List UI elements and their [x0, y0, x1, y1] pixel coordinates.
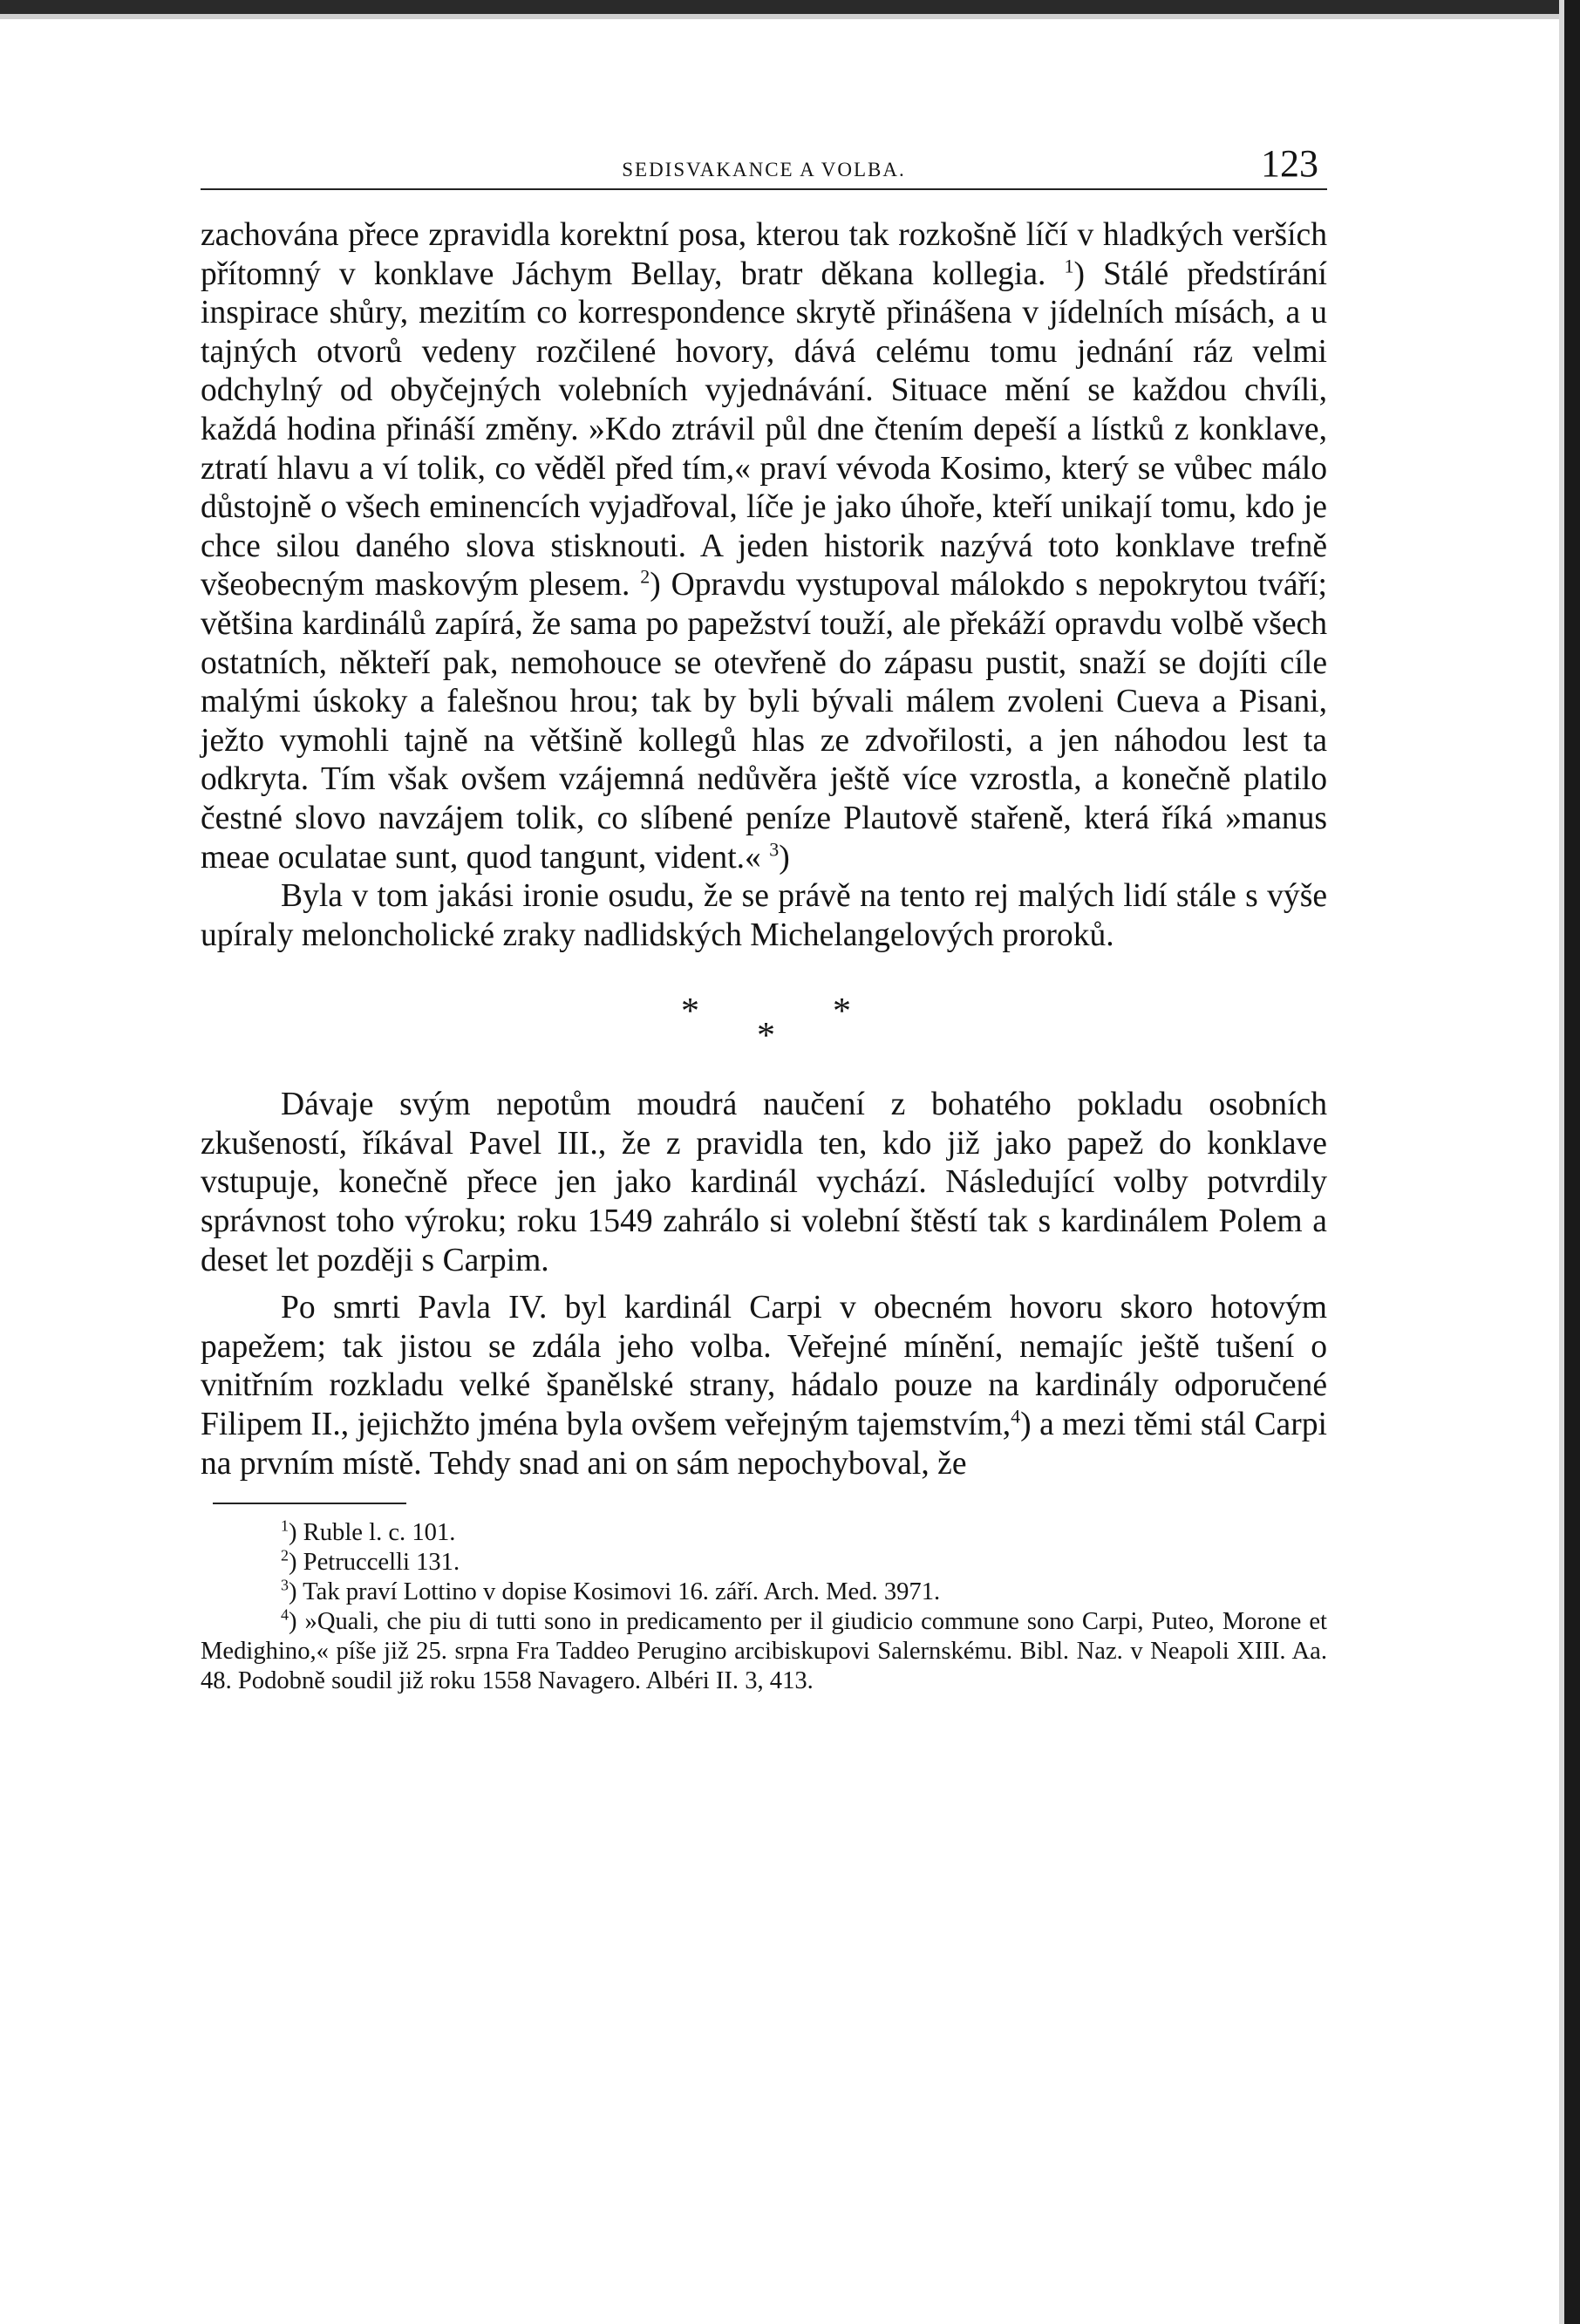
- asterisk-bottom: *: [757, 1016, 775, 1057]
- scan-edge-right: [1564, 0, 1580, 2324]
- footnote-rule: [213, 1503, 406, 1504]
- paragraph-1-part-a: zachována přece zpravidla korektní posa, kterou tak rozkošně líčí v hladkých verších přítomný v konklave Jáchym Bellay, bratr děkana kollegia.: [201, 217, 1327, 292]
- running-title: SEDISVAKANCE A VOLBA.: [622, 159, 906, 181]
- book-page: [201, 140, 1327, 1696]
- paragraph-2: Byla v tom jakási ironie osudu, že se právě na tento rej malých lidí stále s výše upíraly meloncholické zraky nadlidských Michelangelových proroků.: [201, 878, 1327, 953]
- footnote-4-mark: 4: [281, 1605, 289, 1624]
- asterisk-right: *: [833, 992, 851, 1033]
- paragraph-1-part-b: Stálé předstírání inspirace shůry, mezitím co korrespondence skrytě přinášena v jídelních mísách, a u tajných otvorů vedeny rozčilené hovory, dává celému tomu jednání ráz velmi odchylný od obyčejných volebních vyjednávání. Situace mění se každou chvíli, každá hodina přináší změny. »Kdo ztrávil půl dne čtením depeší a lístků z konklave, ztratí hlavu a ví tolik, co věděl před tím,« praví vévoda Kosimo, který se vůbec málo důstojně o všech eminencích vyjadřoval, líče je jako úhoře, kteří unikají tomu, kdo je chce silou daného slova stisknouti. A jeden historik nazývá toto konklave trefně všeobecným maskovým plesem.: [201, 256, 1327, 603]
- footnote-4: $^4$) »Quali, che piu di tutti sono in predicamento per il giudicio commune sono Carpi, Puteo, Morone et Medighino,« píše již 25. srpna Fra Taddeo Perugino arcibiskupovi Salernskému. Bibl. Naz. v Neapoli XIII. Aa. 48. Podobně soudil již roku 1558 Navagero. Albéri II. 3, 413.: [201, 1605, 1327, 1695]
- footnote-3-mark: 3: [281, 1576, 289, 1594]
- footnote-4-text: »Quali, che piu di tutti sono in predicamento per il giudicio commune sono Carpi, Puteo, Morone et Medighino,« píše již 25. srpna Fra Taddeo Perugino arcibiskupovi Salernskému. Bibl. Naz. v Neapoli XIII. Aa. 48. Podobně soudil již roku 1558 Navagero. Albéri II. 3, 413.: [201, 1608, 1327, 1695]
- section-asterism: [201, 955, 1327, 1086]
- footnote-2-text: Petruccelli 131.: [303, 1549, 460, 1577]
- paragraph-4-part-b: a mezi těmi stál Carpi na prvním místě. Tehdy snad ani on sám nepochyboval, že: [201, 1407, 1327, 1482]
- footnote-ref-1: 1: [1064, 255, 1074, 277]
- footnote-1-mark: 1: [281, 1516, 289, 1535]
- footnote-ref-2: 2: [640, 565, 650, 588]
- paragraph-4: Po smrti Pavla IV. byl kardinál Carpi v obecném hovoru skoro hotovým papežem; tak jistou se zdála jeho volba. Veřejné mínění, nemajíc ještě tušení o vnitřním rozkladu velké španělské strany, hádalo pouze na kardinály odporučené Filipem II., jejichžto jména byla ovšem veřejným tajemstvím,$^4$) a mezi těmi stál Carpi na prvním místě. Tehdy snad ani on sám nepochyboval, že: [201, 1290, 1327, 1482]
- footnote-1: $^1$) Ruble l. c. 101.: [281, 1516, 456, 1547]
- footnote-2: $^2$) Petruccelli 131.: [281, 1546, 460, 1577]
- scan-edge-top: [0, 0, 1580, 14]
- header-rule: [201, 188, 1327, 190]
- footnote-2-mark: 2: [281, 1546, 289, 1564]
- footnotes: [201, 1518, 1327, 1696]
- paragraph-3: Dávaje svým nepotům moudrá naučení z bohatého pokladu osobních zkušeností, říkával Pavel III., že z pravidla ten, kdo již jako papež do konklave vstupuje, konečně přece jen jako kardinál vychází. Následující volby potvrdily správnost toho výroku; roku 1549 zahrálo si volební štěstí tak s kardinálem Polem a deset let později s Carpim.: [201, 1087, 1327, 1278]
- paragraph-1: zachována přece zpravidla korektní posa, kterou tak rozkošně líčí v hladkých verších přítomný v konklave Jáchym Bellay, bratr děkana kollegia. $^1$) Stálé předstírání inspirace shůry, mezitím co korrespondence skrytě přinášena v jídelních mísách, a u tajných otvorů vedeny rozčilené hovory, dává celému tomu jednání ráz velmi odchylný od obyčejných volebních vyjednávání. Situace mění se každou chvíli, každá hodina přináší změny. »Kdo ztrávil půl dne čtením depeší a lístků z konklave, ztratí hlavu a ví tolik, co věděl před tím,« praví vévoda Kosimo, který se vůbec málo důstojně o všech eminencích vyjadřoval, líče je jako úhoře, kteří unikají tomu, kdo je chce silou daného slova stisknouti. A jeden historik nazývá toto konklave trefně všeobecným maskovým plesem. $^2$) Opravdu vystupoval málokdo s nepokrytou tváří; většina kardinálů zapírá, že sama po papežství touží, ale překáží opravdu volbě všech ostatních, někteří pak, nemohouce se otevřeně do zápasu pustit, snaží se dojíti cíle malými úskoky a falešnou hrou; tak by byli bývali málem zvoleni Cueva a Pisani, ježto vymohli tajně na většině kollegů hlas ze zdvořilosti, a jen náhodou lest ta odkryta. Tím však ovšem vzájemná nedůvěra ještě více vzrostla, a konečně platilo čestné slovo navzájem tolik, co slíbené peníze Plautově stařeně, která říká »manus meae oculatae sunt, quod tangunt, vident.« $^3$): [201, 217, 1327, 876]
- footnote-3-text: Tak praví Lottino v dopise Kosimovi 16. září. Arch. Med. 3971.: [303, 1578, 941, 1606]
- footnote-ref-3: 3: [769, 837, 780, 860]
- page-number: 123: [1261, 142, 1318, 185]
- main-text: [201, 216, 1327, 1483]
- footnote-3: $^3$) Tak praví Lottino v dopise Kosimovi 16. září. Arch. Med. 3971.: [281, 1576, 941, 1606]
- footnote-1-text: Ruble l. c. 101.: [303, 1519, 456, 1547]
- scan-edge-right-shadow: [1559, 0, 1564, 2324]
- page-header: [201, 140, 1327, 187]
- scan-edge-top-shadow: [0, 14, 1580, 19]
- asterisk-left: *: [681, 992, 699, 1033]
- paragraph-1-part-c: Opravdu vystupoval málokdo s nepokrytou tváří; většina kardinálů zapírá, že sama po papežství touží, ale překáží opravdu volbě všech ostatních, někteří pak, nemohouce se otevřeně do zápasu pustit, snaží se dojíti cíle malými úskoky a falešnou hrou; tak by byli bývali málem zvoleni Cueva a Pisani, ježto vymohli tajně na většině kollegů hlas ze zdvořilosti, a jen náhodou lest ta odkryta. Tím však ovšem vzájemná nedůvěra ještě více vzrostla, a konečně platilo čestné slovo navzájem tolik, co slíbené peníze Plautově stařeně, která říká »manus meae oculatae sunt, quod tangunt, vident.«: [201, 567, 1327, 876]
- footnote-ref-4: 4: [1011, 1405, 1021, 1428]
- paragraph-4-part-a: Po smrti Pavla IV. byl kardinál Carpi v obecném hovoru skoro hotovým papežem; tak jistou se zdála jeho volba. Veřejné mínění, nemajíc ještě tušení o vnitřním rozkladu velké španělské strany, hádalo pouze na kardinály odporučené Filipem II., jejichžto jména byla ovšem veřejným tajemstvím,: [201, 1290, 1327, 1443]
